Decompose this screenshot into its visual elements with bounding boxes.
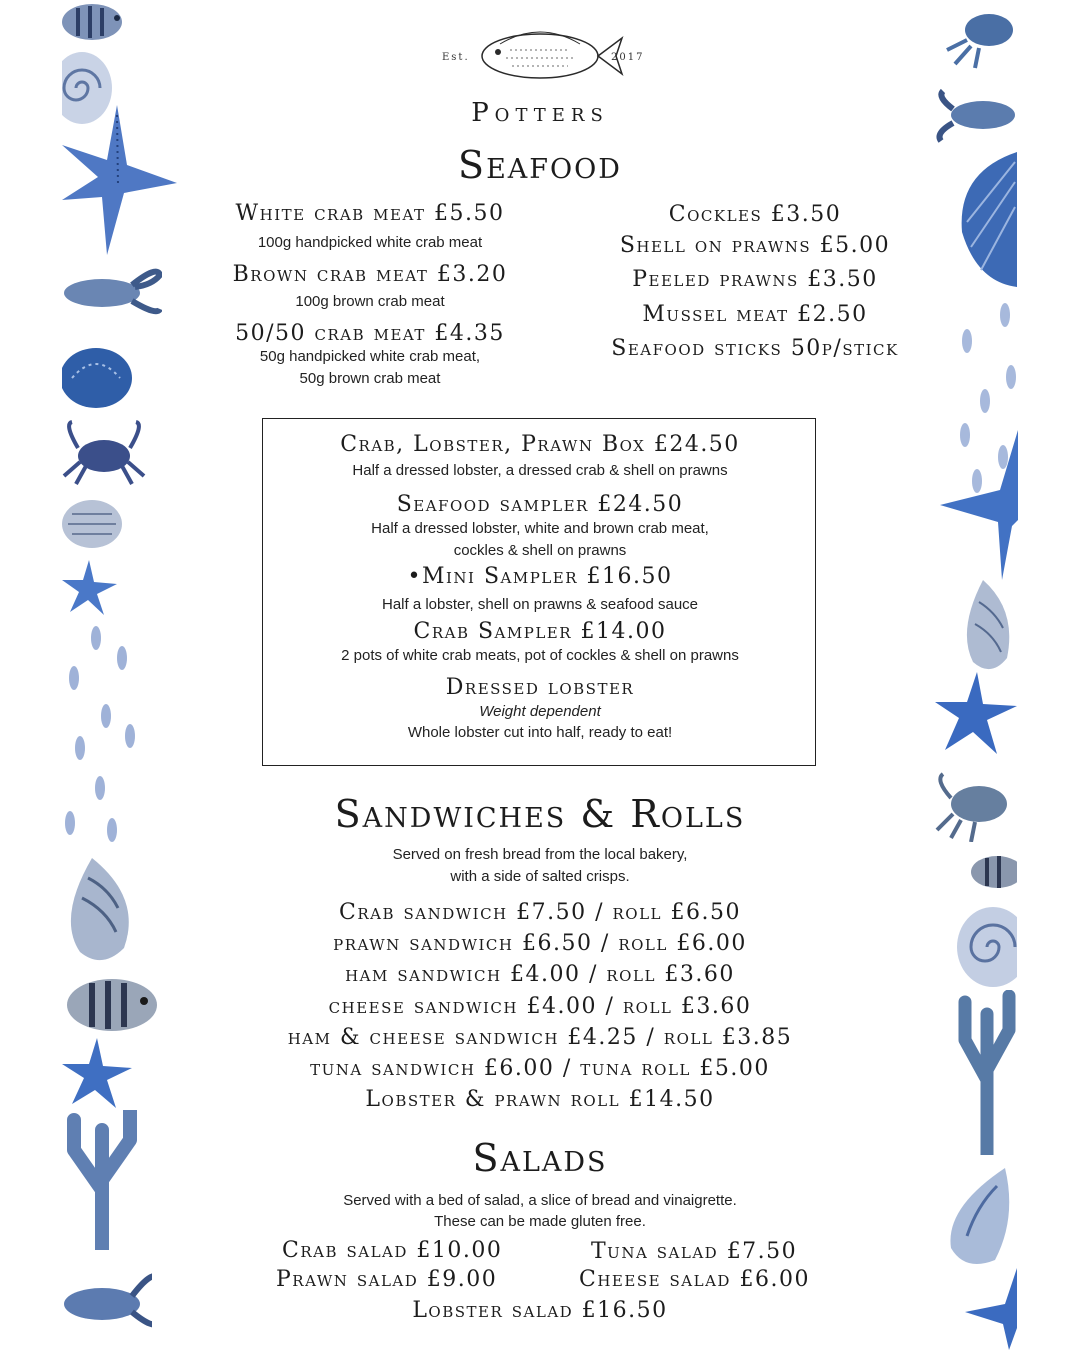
sandwich-item: ham & cheese sandwich £4.25 / roll £3.85 [287, 1025, 793, 1050]
sandwich-item: Crab sandwich £7.50 / roll £6.50 [339, 900, 741, 925]
salads-intro: These can be made gluten free. [434, 1213, 646, 1230]
seafood-item: Mussel meat £2.50 [642, 302, 868, 327]
platter-desc: Half a dressed lobster, white and brown crab meat, [371, 520, 709, 537]
platter-desc: Whole lobster cut into half, ready to eat! [407, 724, 673, 741]
est-year: 2017 [611, 52, 645, 63]
sandwiches-intro: with a side of salted crisps. [450, 868, 630, 885]
fish-logo-icon [440, 28, 640, 86]
seafood-item: White crab meat £5.50 [235, 201, 505, 226]
crab-icon [941, 0, 1021, 70]
lobster-icon [62, 255, 162, 330]
salad-item: Crab salad £10.00 [282, 1238, 503, 1263]
platter-name: •Mini Sampler £16.50 [407, 564, 673, 589]
seafood-item: Peeled prawns £3.50 [632, 267, 878, 292]
platter-note: Weight dependent [479, 703, 601, 720]
sandwiches-heading: Sandwiches & Rolls [334, 792, 746, 836]
salad-item: Prawn salad £9.00 [276, 1267, 498, 1292]
seafood-item: Seafood sticks 50p/stick [611, 336, 899, 361]
seafood-item-desc: 50g brown crab meat [299, 370, 441, 387]
sandwich-item: prawn sandwich £6.50 / roll £6.00 [333, 931, 747, 956]
sea-urchin-icon [62, 340, 132, 408]
fish-icon [62, 0, 134, 44]
salad-item: Lobster salad £16.50 [412, 1298, 668, 1323]
platter-desc: Half a lobster, shell on prawns & seafood sauce [381, 596, 699, 613]
salads-intro: Served with a bed of salad, a slice of bread and vinaigrette. [343, 1192, 737, 1209]
platter-name: Crab Sampler £14.00 [413, 619, 667, 644]
seafood-item: Cockles £3.50 [668, 202, 842, 227]
seafood-item-desc: 50g handpicked white crab meat, [259, 348, 481, 365]
seafood-item: Shell on prawns £5.00 [619, 233, 891, 258]
seafood-item-desc: 100g handpicked white crab meat [257, 234, 483, 251]
salads-heading: Salads [472, 1136, 608, 1180]
sandwich-item: cheese sandwich £4.00 / roll £3.60 [328, 994, 752, 1019]
seafood-heading: Seafood [458, 143, 622, 187]
seafood-item-desc: 100g brown crab meat [295, 293, 445, 310]
platter-desc: 2 pots of white crab meats, pot of cockles & shell on prawns [341, 647, 739, 664]
sandwiches-intro: Served on fresh bread from the local bakery, [392, 846, 688, 863]
platter-name: Dressed lobster [445, 675, 635, 700]
platter-desc: Half a dressed lobster, a dressed crab & shell on prawns [352, 462, 728, 479]
seafood-item: Brown crab meat £3.20 [232, 262, 508, 287]
sandwich-item: ham sandwich £4.00 / roll £3.60 [345, 962, 735, 987]
salad-item: Cheese salad £6.00 [579, 1267, 810, 1292]
platter-name: Crab, Lobster, Prawn Box £24.50 [340, 432, 740, 457]
est-label: Est. [442, 52, 470, 63]
platter-name: Seafood sampler £24.50 [396, 492, 684, 517]
seafood-item: 50/50 crab meat £4.35 [235, 321, 505, 346]
brand-name: Potters [471, 98, 609, 128]
salad-item: Tuna salad £7.50 [591, 1239, 798, 1264]
sandwich-item: Lobster & prawn roll £14.50 [365, 1087, 715, 1112]
platter-desc: cockles & shell on prawns [453, 542, 627, 559]
sandwich-item: tuna sandwich £6.00 / tuna roll £5.00 [310, 1056, 770, 1081]
